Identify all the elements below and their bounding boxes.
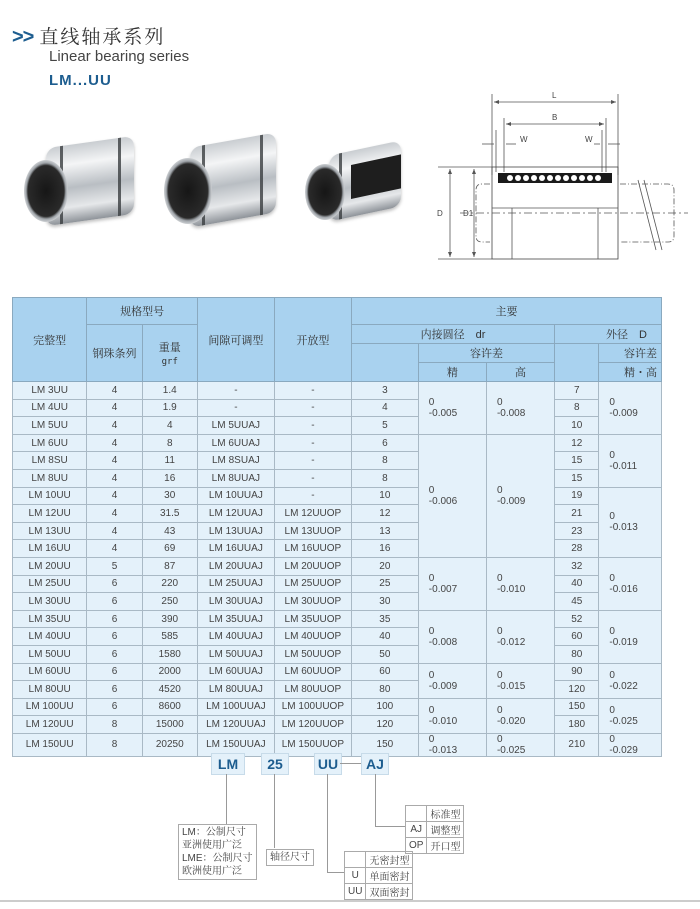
- model-cell: LM 40UU: [13, 628, 87, 646]
- tolerance-lower: -0.007: [428, 583, 458, 595]
- tolerance-lower: -0.008: [428, 636, 458, 648]
- adjustable-model-cell: LM 40UUAJ: [197, 628, 274, 646]
- outer-diameter-cell: 19: [555, 487, 599, 505]
- weight-cell: 43: [142, 522, 197, 540]
- ball-rows-cell: 8: [87, 716, 142, 734]
- ball-rows-cell: 4: [87, 540, 142, 558]
- tolerance-upper: 0: [496, 733, 503, 745]
- inner-diameter-cell: 120: [351, 716, 418, 734]
- tolerance-upper: 0: [496, 572, 503, 584]
- open-model-cell: LM 13UUOP: [274, 522, 351, 540]
- tolerance-upper: 0: [609, 511, 615, 523]
- tolerance-upper: 0: [609, 572, 615, 584]
- open-model-cell: LM 30UUOP: [274, 593, 351, 611]
- outer-diameter-cell: 120: [555, 681, 599, 699]
- ball-rows-cell: 4: [87, 399, 142, 417]
- inner-diameter-cell: 8: [351, 452, 418, 470]
- open-model-cell: LM 60UUOP: [274, 663, 351, 681]
- adjustable-model-cell: LM 20UUAJ: [197, 557, 274, 575]
- tolerance-lower: -0.029: [609, 744, 638, 756]
- header-inner-dia: 内接圆径 dr: [351, 325, 554, 344]
- tolerance-upper: 0: [609, 625, 615, 637]
- weight-cell: 1.4: [142, 382, 197, 400]
- open-model-cell: -: [274, 399, 351, 417]
- ball-rows-cell: 6: [87, 575, 142, 593]
- header-open: 开放型: [274, 298, 351, 382]
- weight-cell: 30: [142, 487, 197, 505]
- type-code: AJ: [406, 822, 427, 838]
- inner-diameter-cell: 8: [351, 469, 418, 487]
- tolerance-lower: -0.025: [609, 715, 638, 727]
- code-type: AJ: [361, 753, 389, 775]
- outer-diameter-cell: 28: [555, 540, 599, 558]
- model-cell: LM 12UU: [13, 505, 87, 523]
- inner-diameter-cell: 16: [351, 540, 418, 558]
- adjustable-model-cell: LM 8UUAJ: [197, 469, 274, 487]
- open-model-cell: LM 120UUOP: [274, 716, 351, 734]
- label-W-left: W: [520, 135, 528, 144]
- open-model-cell: LM 25UUOP: [274, 575, 351, 593]
- header-full-type: 完整型: [13, 298, 87, 382]
- inner-diameter-cell: 3: [351, 382, 418, 400]
- model-cell: LM 6UU: [13, 434, 87, 452]
- seal-desc: 单面密封: [366, 868, 413, 884]
- header-precision-high: 精・高: [599, 363, 662, 382]
- tolerance-upper: 0: [609, 704, 615, 716]
- prefix-note-line: 欧洲使用广泛: [182, 866, 242, 877]
- type-desc: 开口型: [427, 838, 464, 854]
- tolerance-upper: 0: [428, 484, 435, 496]
- open-model-cell: LM 50UUOP: [274, 645, 351, 663]
- model-cell: LM 16UU: [13, 540, 87, 558]
- open-model-cell: LM 150UUOP: [274, 733, 351, 756]
- outer-diameter-cell: 7: [555, 382, 599, 400]
- inner-diameter-cell: 40: [351, 628, 418, 646]
- model-cell: LM 60UU: [13, 663, 87, 681]
- weight-cell: 4: [142, 417, 197, 435]
- outer-diameter-cell: 52: [555, 610, 599, 628]
- tolerance-lower: -0.016: [609, 583, 638, 595]
- tolerance-lower: -0.010: [496, 583, 526, 595]
- adjustable-model-cell: LM 35UUAJ: [197, 610, 274, 628]
- code-prefix: LM: [211, 753, 245, 775]
- inner-diameter-cell: 60: [351, 663, 418, 681]
- weight-cell: 390: [142, 610, 197, 628]
- ball-rows-cell: 6: [87, 663, 142, 681]
- weight-cell: 4520: [142, 681, 197, 699]
- ball-rows-cell: 6: [87, 681, 142, 699]
- model-cell: LM 8SU: [13, 452, 87, 470]
- weight-cell: 16: [142, 469, 197, 487]
- weight-cell: 15000: [142, 716, 197, 734]
- seal-code: UU: [345, 884, 366, 900]
- model-cell: LM 35UU: [13, 610, 87, 628]
- adjustable-model-cell: LM 50UUAJ: [197, 645, 274, 663]
- tolerance-lower: -0.012: [496, 636, 526, 648]
- weight-cell: 87: [142, 557, 197, 575]
- tolerance-lower: -0.009: [609, 407, 638, 419]
- model-cell: LM 4UU: [13, 399, 87, 417]
- ball-rows-cell: 6: [87, 628, 142, 646]
- outer-diameter-cell: 180: [555, 716, 599, 734]
- series-label: LM...UU: [49, 72, 112, 89]
- tolerance-lower: -0.019: [609, 636, 638, 648]
- double-arrow-icon: >>: [12, 26, 34, 48]
- model-cell: LM 20UU: [13, 557, 87, 575]
- open-model-cell: LM 35UUOP: [274, 610, 351, 628]
- inner-diameter-cell: 100: [351, 698, 418, 716]
- open-model-cell: LM 20UUOP: [274, 557, 351, 575]
- header-dr-tolerance: 容许差: [418, 344, 554, 363]
- ball-rows-cell: 4: [87, 505, 142, 523]
- label-L: L: [552, 91, 557, 100]
- tolerance-lower: -0.009: [496, 495, 526, 507]
- tolerance-upper: 0: [609, 449, 615, 461]
- inner-diameter-cell: 50: [351, 645, 418, 663]
- tolerance-lower: -0.025: [496, 744, 526, 756]
- open-model-cell: -: [274, 487, 351, 505]
- tolerance-upper: 0: [609, 396, 615, 408]
- weight-cell: 8: [142, 434, 197, 452]
- label-W-right: W: [585, 135, 593, 144]
- model-cell: LM 100UU: [13, 698, 87, 716]
- open-model-cell: -: [274, 382, 351, 400]
- ball-rows-cell: 4: [87, 522, 142, 540]
- ball-rows-cell: 8: [87, 733, 142, 756]
- type-desc: 标准型: [427, 806, 464, 822]
- model-cell: LM 8UU: [13, 469, 87, 487]
- title-chinese: 直线轴承系列: [39, 26, 166, 48]
- adjustable-model-cell: LM 6UUAJ: [197, 434, 274, 452]
- tolerance-upper: 0: [428, 704, 435, 716]
- inner-diameter-cell: 6: [351, 434, 418, 452]
- weight-label: 重量: [158, 342, 181, 354]
- label-D1: D1: [463, 209, 474, 218]
- prefix-note: [178, 824, 257, 880]
- weight-cell: 20250: [142, 733, 197, 756]
- tolerance-lower: -0.013: [609, 522, 638, 534]
- ball-rows-cell: 6: [87, 645, 142, 663]
- weight-cell: 31.5: [142, 505, 197, 523]
- weight-cell: 585: [142, 628, 197, 646]
- ball-rows-cell: 6: [87, 698, 142, 716]
- ball-rows-cell: 4: [87, 382, 142, 400]
- adjustable-model-cell: LM 80UUAJ: [197, 681, 274, 699]
- outer-diameter-cell: 60: [555, 628, 599, 646]
- tolerance-upper: 0: [496, 704, 503, 716]
- tolerance-lower: -0.008: [496, 407, 526, 419]
- type-code: [406, 806, 427, 822]
- tolerance-upper: 0: [609, 669, 615, 681]
- header-high: 高: [486, 363, 554, 382]
- seal-legend-table: [344, 851, 413, 900]
- open-model-cell: -: [274, 452, 351, 470]
- tolerance-lower: -0.011: [609, 460, 638, 472]
- open-model-cell: LM 80UUOP: [274, 681, 351, 699]
- open-model-cell: LM 100UUOP: [274, 698, 351, 716]
- model-cell: LM 150UU: [13, 733, 87, 756]
- adjustable-model-cell: LM 25UUAJ: [197, 575, 274, 593]
- adjustable-model-cell: LM 5UUAJ: [197, 417, 274, 435]
- tolerance-upper: 0: [428, 572, 435, 584]
- prefix-note-line: 亚洲使用广泛: [182, 840, 242, 851]
- inner-diameter-cell: 80: [351, 681, 418, 699]
- open-model-cell: -: [274, 469, 351, 487]
- type-legend-table: [405, 805, 464, 854]
- outer-diameter-cell: 12: [555, 434, 599, 452]
- adjustable-model-cell: LM 100UUAJ: [197, 698, 274, 716]
- adjustable-model-cell: LM 8SUAJ: [197, 452, 274, 470]
- outer-diameter-cell: 15: [555, 452, 599, 470]
- tolerance-upper: 0: [496, 484, 503, 496]
- seal-desc: 双面密封: [366, 884, 413, 900]
- outer-diameter-cell: 45: [555, 593, 599, 611]
- tolerance-upper: 0: [496, 396, 503, 408]
- header-spec-model: 规格型号: [87, 298, 198, 325]
- model-cell: LM 10UU: [13, 487, 87, 505]
- ball-rows-cell: 6: [87, 593, 142, 611]
- footer-divider: [0, 900, 700, 902]
- open-model-cell: -: [274, 434, 351, 452]
- header-outer-dia: 外径 D: [555, 325, 662, 344]
- outer-diameter-cell: 21: [555, 505, 599, 523]
- weight-cell: 1580: [142, 645, 197, 663]
- tolerance-lower: -0.010: [428, 715, 458, 727]
- weight-cell: 8600: [142, 698, 197, 716]
- outer-diameter-cell: 40: [555, 575, 599, 593]
- header-ball-rows: 钢珠条列: [87, 325, 142, 382]
- model-cell: LM 120UU: [13, 716, 87, 734]
- ball-rows-cell: 4: [87, 417, 142, 435]
- weight-cell: 69: [142, 540, 197, 558]
- inner-diameter-cell: 150: [351, 733, 418, 756]
- inner-diameter-cell: 25: [351, 575, 418, 593]
- adjustable-model-cell: LM 150UUAJ: [197, 733, 274, 756]
- title-english: Linear bearing series: [49, 48, 190, 65]
- outer-diameter-cell: 150: [555, 698, 599, 716]
- header-main: 主要: [351, 298, 661, 325]
- tolerance-lower: -0.009: [428, 680, 458, 692]
- model-cell: LM 3UU: [13, 382, 87, 400]
- inner-diameter-cell: 12: [351, 505, 418, 523]
- weight-cell: 1.9: [142, 399, 197, 417]
- tolerance-lower: -0.006: [428, 495, 458, 507]
- open-model-cell: LM 40UUOP: [274, 628, 351, 646]
- outer-diameter-cell: 210: [555, 733, 599, 756]
- model-cell: LM 50UU: [13, 645, 87, 663]
- open-model-cell: -: [274, 417, 351, 435]
- inner-diameter-cell: 20: [351, 557, 418, 575]
- label-D: D: [437, 209, 443, 218]
- tolerance-lower: -0.022: [609, 680, 638, 692]
- seal-desc: 无密封型: [366, 852, 413, 868]
- outer-diameter-cell: 10: [555, 417, 599, 435]
- seal-code: [345, 852, 366, 868]
- type-desc: 调整型: [427, 822, 464, 838]
- tolerance-upper: 0: [428, 669, 435, 681]
- adjustable-model-cell: LM 10UUAJ: [197, 487, 274, 505]
- tolerance-lower: -0.005: [428, 407, 458, 419]
- adjustable-model-cell: LM 120UUAJ: [197, 716, 274, 734]
- label-B: B: [552, 113, 558, 122]
- code-seal: UU: [314, 753, 342, 775]
- outer-diameter-cell: 80: [555, 645, 599, 663]
- code-size: 25: [261, 753, 289, 775]
- tolerance-upper: 0: [496, 625, 503, 637]
- header-d-tolerance: 容许差: [599, 344, 662, 363]
- ball-rows-cell: 4: [87, 452, 142, 470]
- model-cell: LM 5UU: [13, 417, 87, 435]
- adjustable-model-cell: LM 60UUAJ: [197, 663, 274, 681]
- outer-diameter-cell: 8: [555, 399, 599, 417]
- header-precision: 精: [418, 363, 486, 382]
- inner-diameter-cell: 5: [351, 417, 418, 435]
- ball-rows-cell: 6: [87, 610, 142, 628]
- inner-diameter-cell: 35: [351, 610, 418, 628]
- size-note: 轴径尺寸: [266, 849, 314, 866]
- model-cell: LM 25UU: [13, 575, 87, 593]
- ball-rows-cell: 4: [87, 487, 142, 505]
- tolerance-lower: -0.013: [428, 744, 458, 756]
- open-model-cell: LM 12UUOP: [274, 505, 351, 523]
- outer-diameter-cell: 90: [555, 663, 599, 681]
- tolerance-upper: 0: [609, 733, 615, 745]
- weight-cell: 250: [142, 593, 197, 611]
- prefix-note-line: LM：公制尺寸: [182, 827, 246, 838]
- model-cell: LM 30UU: [13, 593, 87, 611]
- adjustable-model-cell: -: [197, 399, 274, 417]
- weight-cell: 2000: [142, 663, 197, 681]
- inner-diameter-cell: 30: [351, 593, 418, 611]
- tolerance-lower: -0.020: [496, 715, 526, 727]
- ball-rows-cell: 4: [87, 469, 142, 487]
- adjustable-model-cell: LM 13UUAJ: [197, 522, 274, 540]
- model-cell: LM 13UU: [13, 522, 87, 540]
- outer-diameter-cell: 32: [555, 557, 599, 575]
- inner-diameter-cell: 10: [351, 487, 418, 505]
- open-model-cell: LM 16UUOP: [274, 540, 351, 558]
- inner-diameter-cell: 13: [351, 522, 418, 540]
- weight-cell: 220: [142, 575, 197, 593]
- adjustable-model-cell: LM 12UUAJ: [197, 505, 274, 523]
- adjustable-model-cell: LM 16UUAJ: [197, 540, 274, 558]
- tolerance-upper: 0: [428, 396, 435, 408]
- ball-rows-cell: 5: [87, 557, 142, 575]
- header-adjustable: 间隙可调型: [197, 298, 274, 382]
- weight-cell: 11: [142, 452, 197, 470]
- tolerance-lower: -0.015: [496, 680, 526, 692]
- adjustable-model-cell: -: [197, 382, 274, 400]
- model-cell: LM 80UU: [13, 681, 87, 699]
- prefix-note-line: LME：公制尺寸: [182, 853, 253, 864]
- type-code: OP: [406, 838, 427, 854]
- weight-unit: grf: [161, 357, 178, 367]
- ball-rows-cell: 4: [87, 434, 142, 452]
- outer-diameter-cell: 15: [555, 469, 599, 487]
- outer-diameter-cell: 23: [555, 522, 599, 540]
- tolerance-upper: 0: [428, 625, 435, 637]
- tolerance-upper: 0: [496, 669, 503, 681]
- adjustable-model-cell: LM 30UUAJ: [197, 593, 274, 611]
- inner-diameter-cell: 4: [351, 399, 418, 417]
- seal-code: U: [345, 868, 366, 884]
- tolerance-upper: 0: [428, 733, 435, 745]
